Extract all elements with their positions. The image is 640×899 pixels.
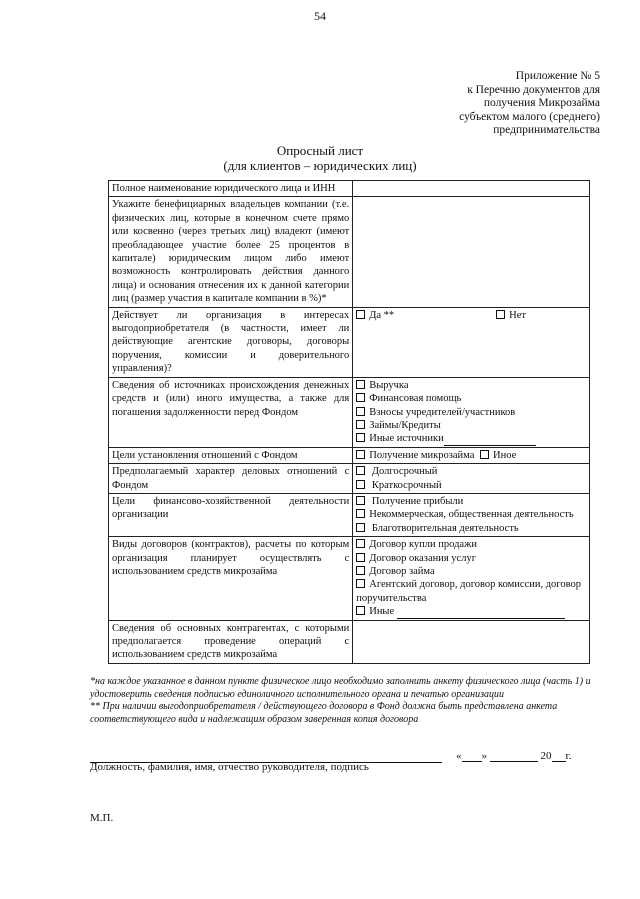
table-row bbox=[109, 197, 590, 307]
table-row bbox=[109, 181, 590, 197]
year-suffix: г. bbox=[565, 750, 572, 762]
footnote: ** При наличии выгодоприобретателя / действующего договора в Фонд должна быть представлена анкета соответствующего вида и надлежащим образом заверенная копия договора bbox=[90, 701, 558, 725]
option-founder-contributions[interactable] bbox=[356, 406, 586, 419]
checkbox-icon[interactable] bbox=[356, 380, 365, 389]
checkbox-icon[interactable] bbox=[496, 310, 505, 319]
footnotes bbox=[90, 676, 600, 726]
table-row bbox=[109, 307, 590, 377]
question-cell: Цели установления отношений с Фондом bbox=[109, 447, 353, 463]
option-label: Иное bbox=[493, 449, 517, 461]
option-label: Займы/Кредиты bbox=[369, 419, 441, 431]
table-row bbox=[109, 464, 590, 494]
answer-cell bbox=[353, 537, 590, 620]
month-field[interactable] bbox=[490, 761, 538, 762]
checkbox-icon[interactable] bbox=[356, 606, 365, 615]
signature-caption: Должность, фамилия, имя, отчество руководителя, подпись bbox=[90, 761, 369, 773]
page-number: 54 bbox=[314, 9, 326, 23]
option-label: Получение прибыли bbox=[371, 495, 464, 507]
checkbox-icon[interactable] bbox=[356, 539, 365, 548]
table-row bbox=[109, 537, 590, 620]
checkbox-icon[interactable] bbox=[356, 433, 365, 442]
option-long-term[interactable] bbox=[356, 465, 586, 478]
fill-in-line[interactable] bbox=[444, 445, 536, 446]
option-sale-contract[interactable] bbox=[356, 538, 586, 551]
checkbox-icon[interactable] bbox=[356, 407, 365, 416]
question-cell: Действует ли организация в интересах выгодоприобретателя (в частности, имеет ли действующие агентские договоры, договоры поручения, комиссии и доверительного управления)? bbox=[109, 307, 353, 377]
table-row bbox=[109, 620, 590, 663]
year-prefix: 20 bbox=[540, 750, 552, 762]
option-profit[interactable] bbox=[356, 495, 586, 508]
checkbox-icon[interactable] bbox=[356, 420, 365, 429]
answer-field-counterparties[interactable] bbox=[353, 620, 590, 663]
option-label: Долгосрочный bbox=[371, 466, 438, 478]
checkbox-icon[interactable] bbox=[356, 509, 365, 518]
option-label: Выручка bbox=[369, 379, 409, 391]
option-no[interactable] bbox=[496, 309, 526, 322]
date-open-quote: « bbox=[456, 750, 462, 762]
footnote: *на каждое указанное в данном пункте физическое лицо необходимо заполнить анкету физического лица (часть 1) и удостоверить сведения подписью единоличного исполнительного органа и печатью организации bbox=[90, 676, 591, 700]
answer-cell bbox=[353, 464, 590, 494]
answer-cell bbox=[353, 493, 590, 536]
checkbox-icon[interactable] bbox=[480, 450, 489, 459]
fill-in-line[interactable] bbox=[397, 618, 565, 619]
question-cell: Виды договоров (контрактов), расчеты по которым организация планирует осуществлять с использованием средств микрозайма bbox=[109, 537, 353, 620]
option-get-microloan[interactable] bbox=[356, 450, 474, 461]
option-loan-contract[interactable] bbox=[356, 565, 586, 578]
stamp-place: М.П. bbox=[90, 812, 114, 824]
checkbox-icon[interactable] bbox=[356, 393, 365, 402]
answer-cell bbox=[353, 447, 590, 463]
option-agency-contract[interactable] bbox=[356, 578, 586, 605]
option-label: Взносы учредителей/участников bbox=[369, 406, 516, 418]
document-title bbox=[0, 143, 640, 173]
title-subtitle: (для клиентов – юридических лиц) bbox=[223, 158, 417, 173]
checkbox-icon[interactable] bbox=[356, 579, 365, 588]
option-label: Да ** bbox=[369, 309, 395, 321]
option-charity[interactable] bbox=[356, 522, 586, 535]
answer-field-company-name[interactable] bbox=[353, 181, 590, 197]
option-label: Краткосрочный bbox=[371, 479, 442, 491]
table-row bbox=[109, 447, 590, 463]
option-other-sources[interactable] bbox=[356, 432, 586, 445]
answer-cell bbox=[353, 307, 590, 377]
checkbox-icon[interactable] bbox=[356, 523, 365, 532]
appendix-line: Приложение № 5 bbox=[515, 70, 600, 82]
checkbox-icon[interactable] bbox=[356, 566, 365, 575]
option-short-term[interactable] bbox=[356, 479, 586, 492]
question-cell: Полное наименование юридического лица и ИНН bbox=[109, 181, 353, 197]
answer-field-beneficiaries[interactable] bbox=[353, 197, 590, 307]
question-cell: Цели финансово-хозяйственной деятельности организации bbox=[109, 493, 353, 536]
option-label: Нет bbox=[509, 309, 526, 321]
option-services-contract[interactable] bbox=[356, 552, 586, 565]
option-label: Договор купли продажи bbox=[369, 539, 477, 551]
question-cell: Сведения об источниках происхождения денежных средств и (или) иного имущества, а также для погашения задолженности перед Фондом bbox=[109, 377, 353, 447]
question-cell: Предполагаемый характер деловых отношений с Фондом bbox=[109, 464, 353, 494]
option-other-contracts[interactable] bbox=[356, 605, 586, 618]
year-field[interactable] bbox=[552, 761, 566, 762]
option-label: Договор займа bbox=[369, 565, 435, 577]
question-cell: Укажите бенефициарных владельцев компании (т.е. физических лиц, которые в конечном счете прямо или косвенно (через третьих лиц) владеют (имеют преобладающее участие более 25 процентов в капитале) юридическим лицом либо имеют возможность контролировать действия данного лица) и основания отнесения их к данной категории лиц (размер участия в капитале компании в %)* bbox=[109, 197, 353, 307]
date-close-quote: » bbox=[481, 750, 487, 762]
day-field[interactable] bbox=[462, 761, 482, 762]
option-other[interactable] bbox=[480, 450, 516, 461]
option-label: Финансовая помощь bbox=[369, 393, 462, 405]
checkbox-icon[interactable] bbox=[356, 496, 365, 505]
option-loans[interactable] bbox=[356, 419, 586, 432]
option-label: Договор оказания услуг bbox=[369, 552, 477, 564]
option-revenue[interactable] bbox=[356, 379, 586, 392]
answer-cell bbox=[353, 377, 590, 447]
appendix-line: субъектом малого (среднего) bbox=[459, 110, 600, 123]
question-cell: Сведения об основных контрагентах, с которыми предполагается проведение операций с использованием средств микрозайма bbox=[109, 620, 353, 663]
option-financial-aid[interactable] bbox=[356, 392, 586, 405]
checkbox-icon[interactable] bbox=[356, 466, 365, 475]
option-label: Иные bbox=[369, 606, 395, 618]
appendix-line: получения Микрозайма bbox=[483, 97, 600, 109]
checkbox-icon[interactable] bbox=[356, 480, 365, 489]
option-yes[interactable] bbox=[356, 309, 394, 322]
checkbox-icon[interactable] bbox=[356, 310, 365, 319]
appendix-header bbox=[360, 70, 600, 138]
table-row bbox=[109, 493, 590, 536]
option-label: Благотворительная деятельность bbox=[371, 522, 519, 534]
date-field[interactable] bbox=[456, 750, 572, 762]
appendix-line: предпринимательства bbox=[493, 124, 600, 136]
option-label: Некоммерческая, общественная деятельность bbox=[369, 509, 574, 521]
option-label: Иные источники bbox=[369, 433, 444, 445]
questionnaire-table bbox=[108, 180, 590, 664]
checkbox-icon[interactable] bbox=[356, 450, 365, 459]
checkbox-icon[interactable] bbox=[356, 553, 365, 562]
table-row bbox=[109, 377, 590, 447]
option-label: Агентский договор, договор комиссии, договор поручительства bbox=[356, 579, 581, 604]
option-non-commercial[interactable] bbox=[356, 508, 586, 521]
title-line: Опросный лист bbox=[276, 143, 364, 158]
option-label: Получение микрозайма bbox=[369, 449, 475, 461]
appendix-line: к Перечню документов для bbox=[467, 83, 600, 96]
